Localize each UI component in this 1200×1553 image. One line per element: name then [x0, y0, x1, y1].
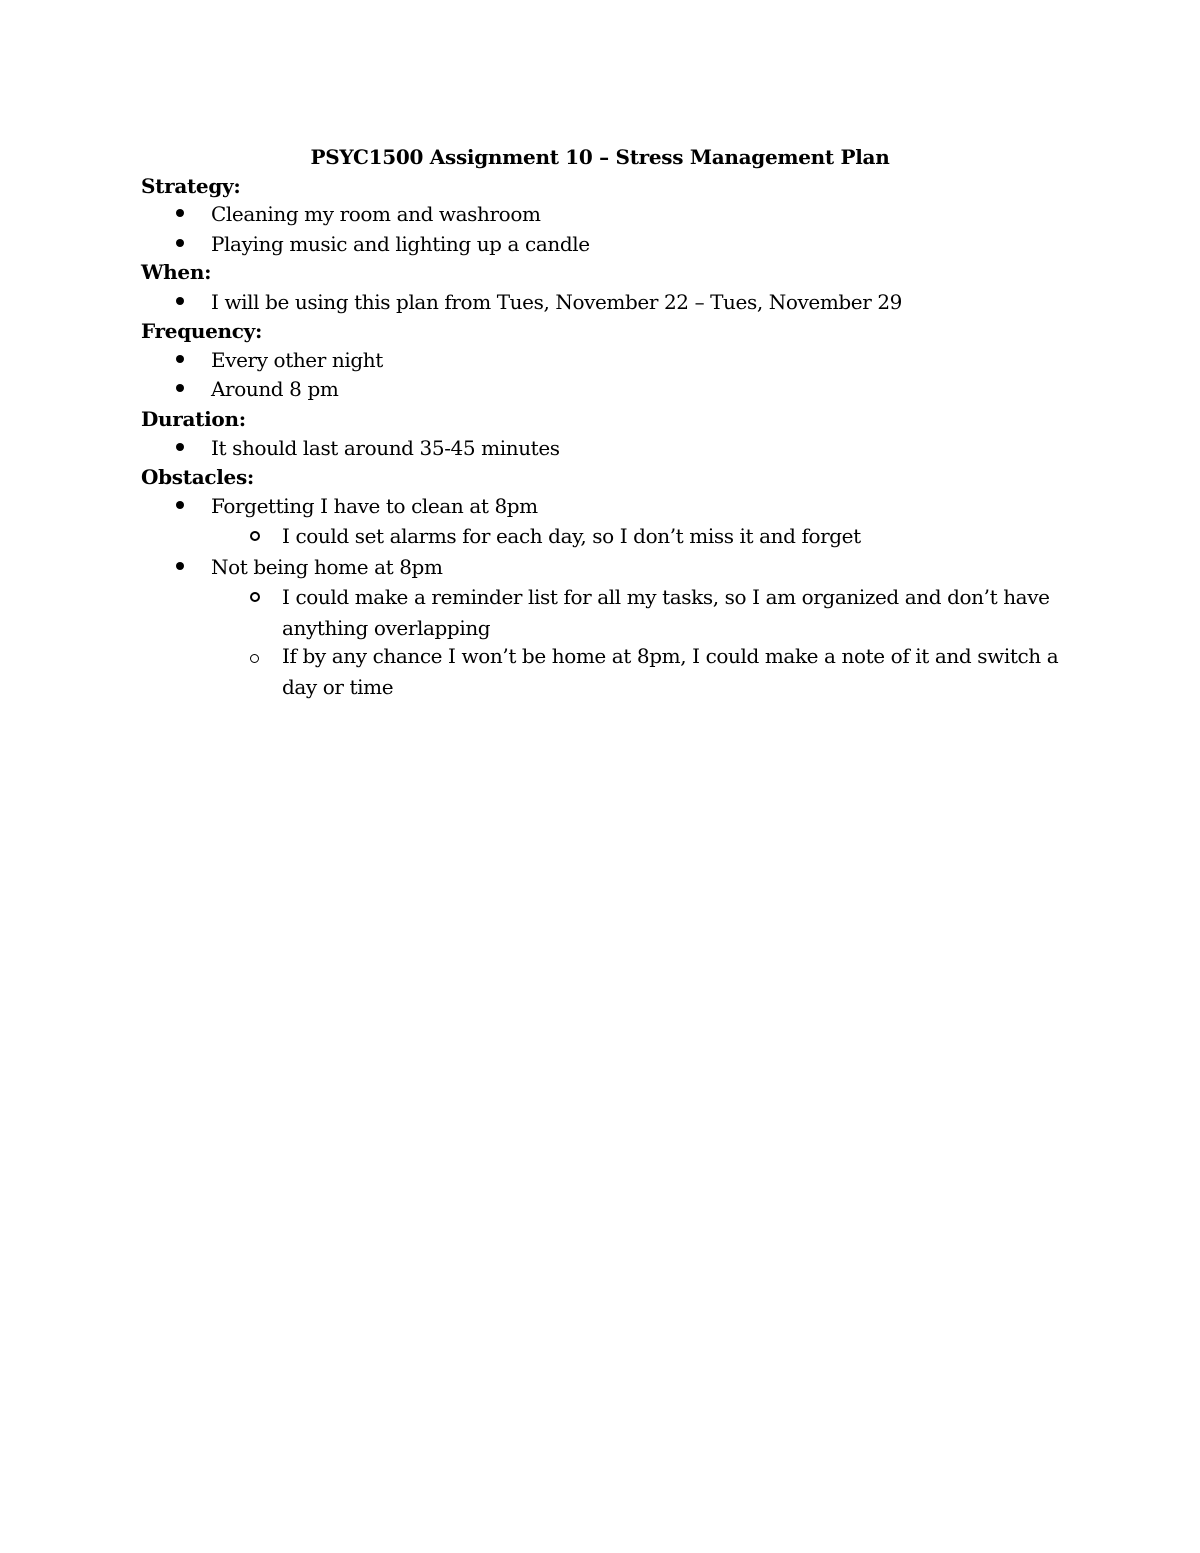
- heading-obstacles: Obstacles:: [141, 465, 255, 489]
- bullet-icon: [176, 501, 184, 509]
- bullet-icon: [176, 443, 184, 451]
- sub-list-item: I could make a reminder list for all my tasks, so I am organized and don’t have: [282, 585, 1050, 609]
- heading-strategy: Strategy:: [141, 174, 241, 198]
- bullet-icon: [176, 209, 184, 217]
- heading-frequency: Frequency:: [141, 319, 263, 343]
- sub-bullet-icon: [250, 592, 260, 602]
- bullet-icon: [176, 239, 184, 247]
- heading-duration: Duration:: [141, 407, 246, 431]
- bullet-icon: [176, 297, 184, 305]
- document-title: PSYC1500 Assignment 10 – Stress Management Plan: [310, 145, 890, 169]
- sub-bullet-icon: [250, 531, 260, 541]
- list-item: Around 8 pm: [211, 377, 339, 401]
- sub-list-item-continued: day or time: [282, 675, 394, 699]
- list-item: Forgetting I have to clean at 8pm: [211, 494, 538, 518]
- bullet-icon: [176, 355, 184, 363]
- bullet-icon: [176, 562, 184, 570]
- list-item: Cleaning my room and washroom: [211, 202, 541, 226]
- list-item: Not being home at 8pm: [211, 555, 443, 579]
- sub-list-item-continued: anything overlapping: [282, 616, 491, 640]
- list-item: It should last around 35-45 minutes: [211, 436, 560, 460]
- list-item: I will be using this plan from Tues, November 22 – Tues, November 29: [211, 290, 903, 314]
- sub-list-item: If by any chance I won’t be home at 8pm, I could make a note of it and switch a: [282, 644, 1059, 668]
- sub-list-item: I could set alarms for each day, so I don’t miss it and forget: [282, 524, 861, 548]
- bullet-icon: [176, 384, 184, 392]
- list-item: Playing music and lighting up a candle: [211, 232, 590, 256]
- sub-bullet-icon: [250, 654, 259, 663]
- heading-when: When:: [141, 260, 212, 284]
- list-item: Every other night: [211, 348, 383, 372]
